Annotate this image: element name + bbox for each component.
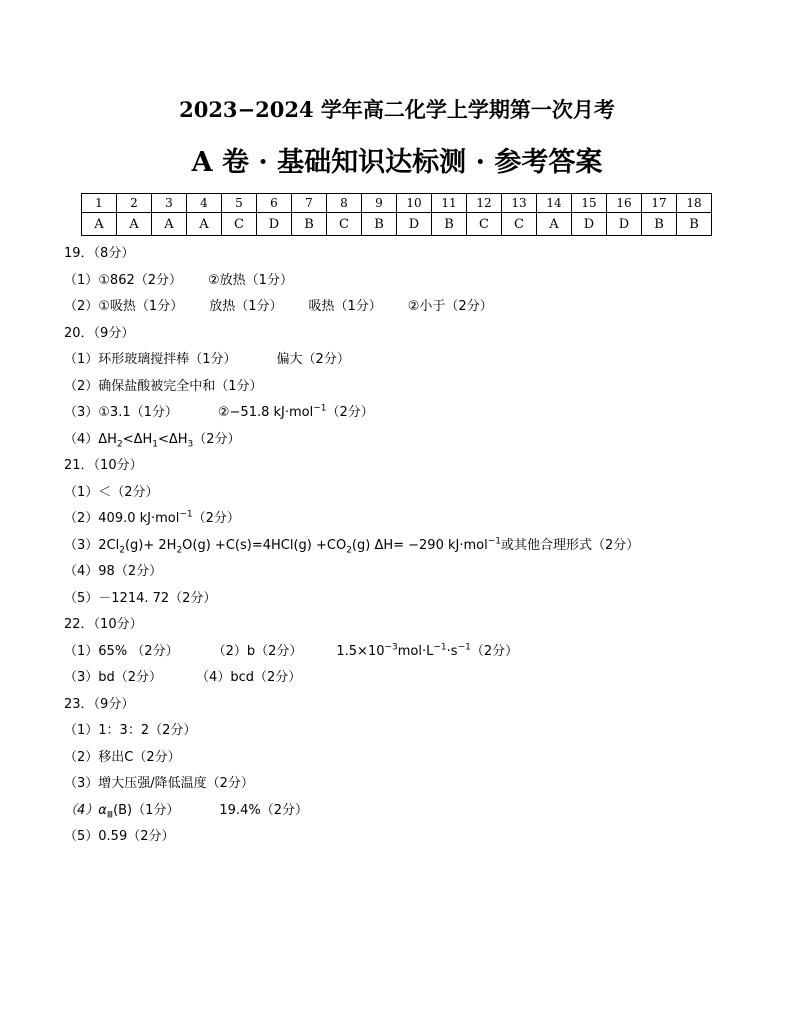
q21-line-3: [64, 533, 764, 560]
question-number-cell: 7: [292, 194, 327, 213]
q20-3-a: （3）①3.1（1分）: [64, 405, 178, 420]
q21-3-t4: O(g) +C(s)=4HCl(g) +CO: [182, 537, 347, 553]
q20-4-s3: 1: [152, 439, 158, 450]
question-number-cell: 8: [327, 194, 362, 213]
q21-3-t6: (g) ΔH= −290 kJ·mol: [351, 537, 488, 553]
answer-cell: D: [257, 213, 292, 236]
q22-1-c-s5: −1: [457, 642, 471, 653]
answer-cell: A: [187, 213, 222, 236]
q22-1-a: （1）65% （2分）: [64, 643, 179, 659]
q23-4-s1: Ⅲ: [106, 810, 114, 821]
answer-cell: C: [222, 213, 257, 236]
q21-3-s3: 2: [176, 545, 183, 556]
q20-4-t4: <ΔH: [157, 431, 188, 447]
question-number-cell: 13: [502, 194, 537, 213]
q20-4-t6: （2分）: [193, 431, 241, 447]
q22-1-c-t6: （2分）: [470, 643, 519, 659]
q22-1-c-t4: ·s: [446, 643, 458, 659]
q20-line-2: （2）确保盐酸被完全中和（1分）: [64, 378, 263, 394]
q23-line-3: （3）增大压强/降低温度（2分）: [64, 776, 254, 791]
question-number-cell: 6: [257, 194, 292, 213]
q20-3-b-text: ②−51.8 kJ·mol: [217, 405, 314, 420]
q20-4-s5: 3: [187, 439, 194, 450]
answer-row: [82, 213, 712, 236]
answer-cell: B: [677, 213, 712, 236]
q21-3-s5: 2: [346, 545, 352, 556]
q20-heading: 20．（9分）: [64, 325, 135, 341]
q22-line-1: [64, 639, 764, 666]
question-number-cell: 9: [362, 194, 397, 213]
q21-heading: 21．（10分）: [64, 458, 143, 473]
question-number-cell: 12: [467, 194, 502, 213]
question-number-cell: 11: [432, 194, 467, 213]
q20-3-b-post: （2分）: [326, 405, 374, 420]
answer-cell: D: [607, 213, 642, 236]
q20-4-s1: 2: [116, 439, 123, 450]
answer-cell: A: [152, 213, 187, 236]
q22-1-c: [336, 639, 518, 666]
q21-3-s7: −1: [487, 536, 501, 547]
answer-cell: D: [397, 213, 432, 236]
q20-1-a: （1）环形玻璃搅拌棒（1分）: [64, 352, 237, 367]
q20-line-1: [64, 347, 764, 374]
question-number-cell: 2: [117, 194, 152, 213]
q22-line-2: [64, 665, 764, 692]
question-number-cell: 17: [642, 194, 677, 213]
document-subtitle: A 卷 · 基础知识达标测 · 参考答案: [191, 147, 603, 178]
q20-3-b-sup: −1: [313, 403, 327, 414]
answer-cell: A: [117, 213, 152, 236]
question-number-cell: 3: [152, 194, 187, 213]
answer-cell: A: [537, 213, 572, 236]
answer-content: [64, 241, 764, 851]
q19-line-1: [64, 268, 764, 295]
q19-1-b: ②放热（1分）: [208, 272, 293, 288]
question-number-cell: 5: [222, 194, 257, 213]
q23-4-t0: （4）α: [64, 802, 107, 818]
answer-cell: C: [327, 213, 362, 236]
q22-1-c-t0: 1.5×10: [336, 643, 385, 659]
q19-2-a: （2）①吸热（1分）: [64, 299, 184, 314]
q19-line-2: [64, 294, 764, 321]
q20-3-b: [218, 400, 374, 427]
q23-line-5: （5）0.59（2分）: [64, 829, 175, 844]
q23-line-1: （1）1：3：2（2分）: [64, 723, 197, 738]
q21-3-t0: （3）2Cl: [64, 537, 120, 553]
answer-table: [81, 193, 712, 236]
answer-cell: B: [362, 213, 397, 236]
q22-1-b: （2）b（2分）: [212, 643, 303, 659]
q23-line-4: [64, 798, 764, 825]
q21-2-sup: −1: [179, 509, 193, 520]
q21-line-1: （1）＜（2分）: [64, 484, 159, 500]
question-number-cell: 10: [397, 194, 432, 213]
answer-cell: D: [572, 213, 607, 236]
q23-4-t3: 19.4%（2分）: [219, 802, 308, 818]
q19-2-c: 吸热（1分）: [308, 299, 382, 314]
q21-line-5: （5）－1214. 72（2分）: [64, 590, 217, 606]
question-number-cell: 14: [537, 194, 572, 213]
q21-line-4: （4）98（2分）: [64, 564, 163, 579]
q21-3-s1: 2: [119, 545, 125, 556]
question-number-row: [82, 194, 712, 213]
answer-cell: C: [502, 213, 537, 236]
q22-2-b: （4）bcd（2分）: [196, 670, 302, 685]
question-number-cell: 18: [677, 194, 712, 213]
question-number-cell: 1: [82, 194, 117, 213]
q21-line-2: [64, 506, 764, 533]
q22-heading: 22．（10分）: [64, 617, 143, 632]
answer-cell: A: [82, 213, 117, 236]
q21-2-text: （2）409.0 kJ·mol: [64, 511, 180, 526]
document-title: 2023−2024 学年高二化学上学期第一次月考: [179, 97, 615, 122]
q21-2-post: （2分）: [192, 511, 240, 526]
question-number-cell: 16: [607, 194, 642, 213]
q23-line-2: （2）移出C（2分）: [64, 749, 181, 765]
q19-2-b: 放热（1分）: [209, 299, 283, 314]
q20-line-4: [64, 427, 764, 454]
q22-1-c-s3: −1: [433, 642, 447, 653]
q20-4-t0: （4）ΔH: [64, 431, 117, 447]
q22-1-c-s1: −3: [384, 642, 398, 653]
q23-4-t2: (B)（1分）: [113, 802, 180, 818]
answer-cell: B: [642, 213, 677, 236]
question-number-cell: 4: [187, 194, 222, 213]
q19-2-d: ②小于（2分）: [407, 299, 493, 314]
answer-cell: C: [467, 213, 502, 236]
q22-1-c-t2: mol·L: [397, 643, 434, 659]
q19-1-a: （1）①862（2分）: [64, 272, 183, 288]
q20-1-b: 偏大（2分）: [276, 352, 350, 367]
answer-cell: B: [292, 213, 327, 236]
q20-line-3: [64, 400, 764, 427]
q23-heading: 23．（9分）: [64, 696, 135, 712]
q22-2-a: （3）bd（2分）: [64, 670, 163, 685]
q19-heading: 19．（8分）: [64, 246, 135, 261]
q21-3-t8: 或其他合理形式（2分）: [501, 537, 640, 553]
question-number-cell: 15: [572, 194, 607, 213]
answer-cell: B: [432, 213, 467, 236]
q21-3-t2: (g)+ 2H: [124, 537, 177, 553]
q20-4-t2: <ΔH: [122, 431, 153, 447]
